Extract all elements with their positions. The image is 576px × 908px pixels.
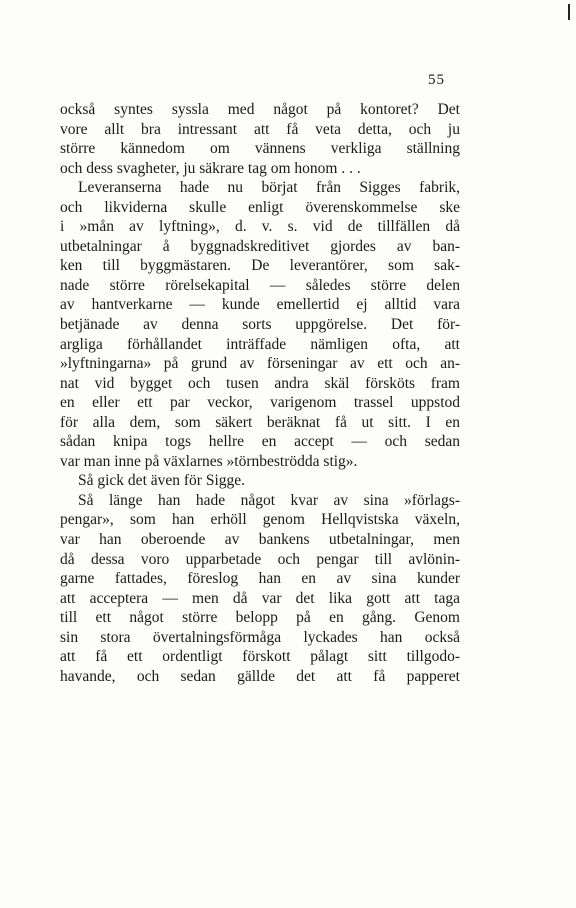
text-line: nade större rörelsekapital — således större delen	[60, 276, 460, 294]
text-line: då dessa voro upparbetade och pengar till avlönin-	[60, 550, 460, 568]
text-line: Så länge han hade något kvar av sina »förlags-	[78, 491, 460, 509]
page-number: 55	[428, 72, 445, 88]
text-line: nat vid bygget och tusen andra skäl försköts fram	[60, 374, 460, 392]
text-line: för alla dem, som säkert beräknat få ut sitt. I en	[60, 413, 460, 431]
text-line: Leveranserna hade nu börjat från Sigges fabrik,	[78, 179, 460, 197]
text-line: »lyftningarna» på grund av förseningar av ett och an-	[60, 355, 460, 373]
text-line: också syntes syssla med något på kontoret? Det	[60, 101, 460, 118]
text-line: en eller ett par veckor, varigenom trassel uppstod	[60, 394, 460, 412]
text-line: och dess svagheter, ju säkrare tag om honom . . .	[60, 159, 361, 177]
text-line: ken till byggmästaren. De leverantörer, som sak-	[60, 257, 460, 275]
text-line: i »mån av lyftning», d. v. s. vid de tillfällen då	[60, 218, 460, 236]
text-line: var man inne på växlarnes »törnbeströdda stig».	[60, 452, 358, 470]
text-line: till ett något större belopp på en gång. Genom	[60, 609, 460, 627]
body-text	[60, 100, 460, 686]
text-line: Så gick det även för Sigge.	[78, 472, 246, 490]
text-line: utbetalningar å byggnadskreditivet gjordes av ban-	[60, 237, 460, 255]
text-line: var han oberoende av bankens utbetalningar, men	[60, 531, 460, 549]
text-line: pengar», som han erhöll genom Hellqvistska växeln,	[60, 511, 460, 529]
text-line: argliga förhållandet inträffade nämligen ofta, att	[60, 335, 460, 353]
text-line: vore allt bra intressant att få veta detta, och ju	[60, 120, 460, 138]
text-line: att acceptera — men då var det lika gott att taga	[60, 589, 460, 607]
text-line: sin stora övertalningsförmåga lyckades han också	[60, 628, 460, 646]
text-line: garne fattades, föreslog han en av sina kunder	[60, 570, 460, 588]
text-line: större kännedom om vännens verkliga ställning	[60, 140, 460, 158]
text-line: av hantverkarne — kunde emellertid ej alltid vara	[60, 296, 460, 314]
text-line: att få ett ordentligt förskott pålagt sitt tillgodo-	[60, 648, 460, 666]
text-line: och likviderna skulle enligt överenskommelse ske	[60, 198, 460, 216]
text-line: betjänade av denna sorts uppgörelse. Det för-	[60, 316, 460, 334]
edge-mark	[568, 4, 570, 20]
text-line: sådan knipa togs hellre en accept — och sedan	[60, 433, 460, 451]
text-line: havande, och sedan gällde det att få papperet	[60, 667, 460, 685]
